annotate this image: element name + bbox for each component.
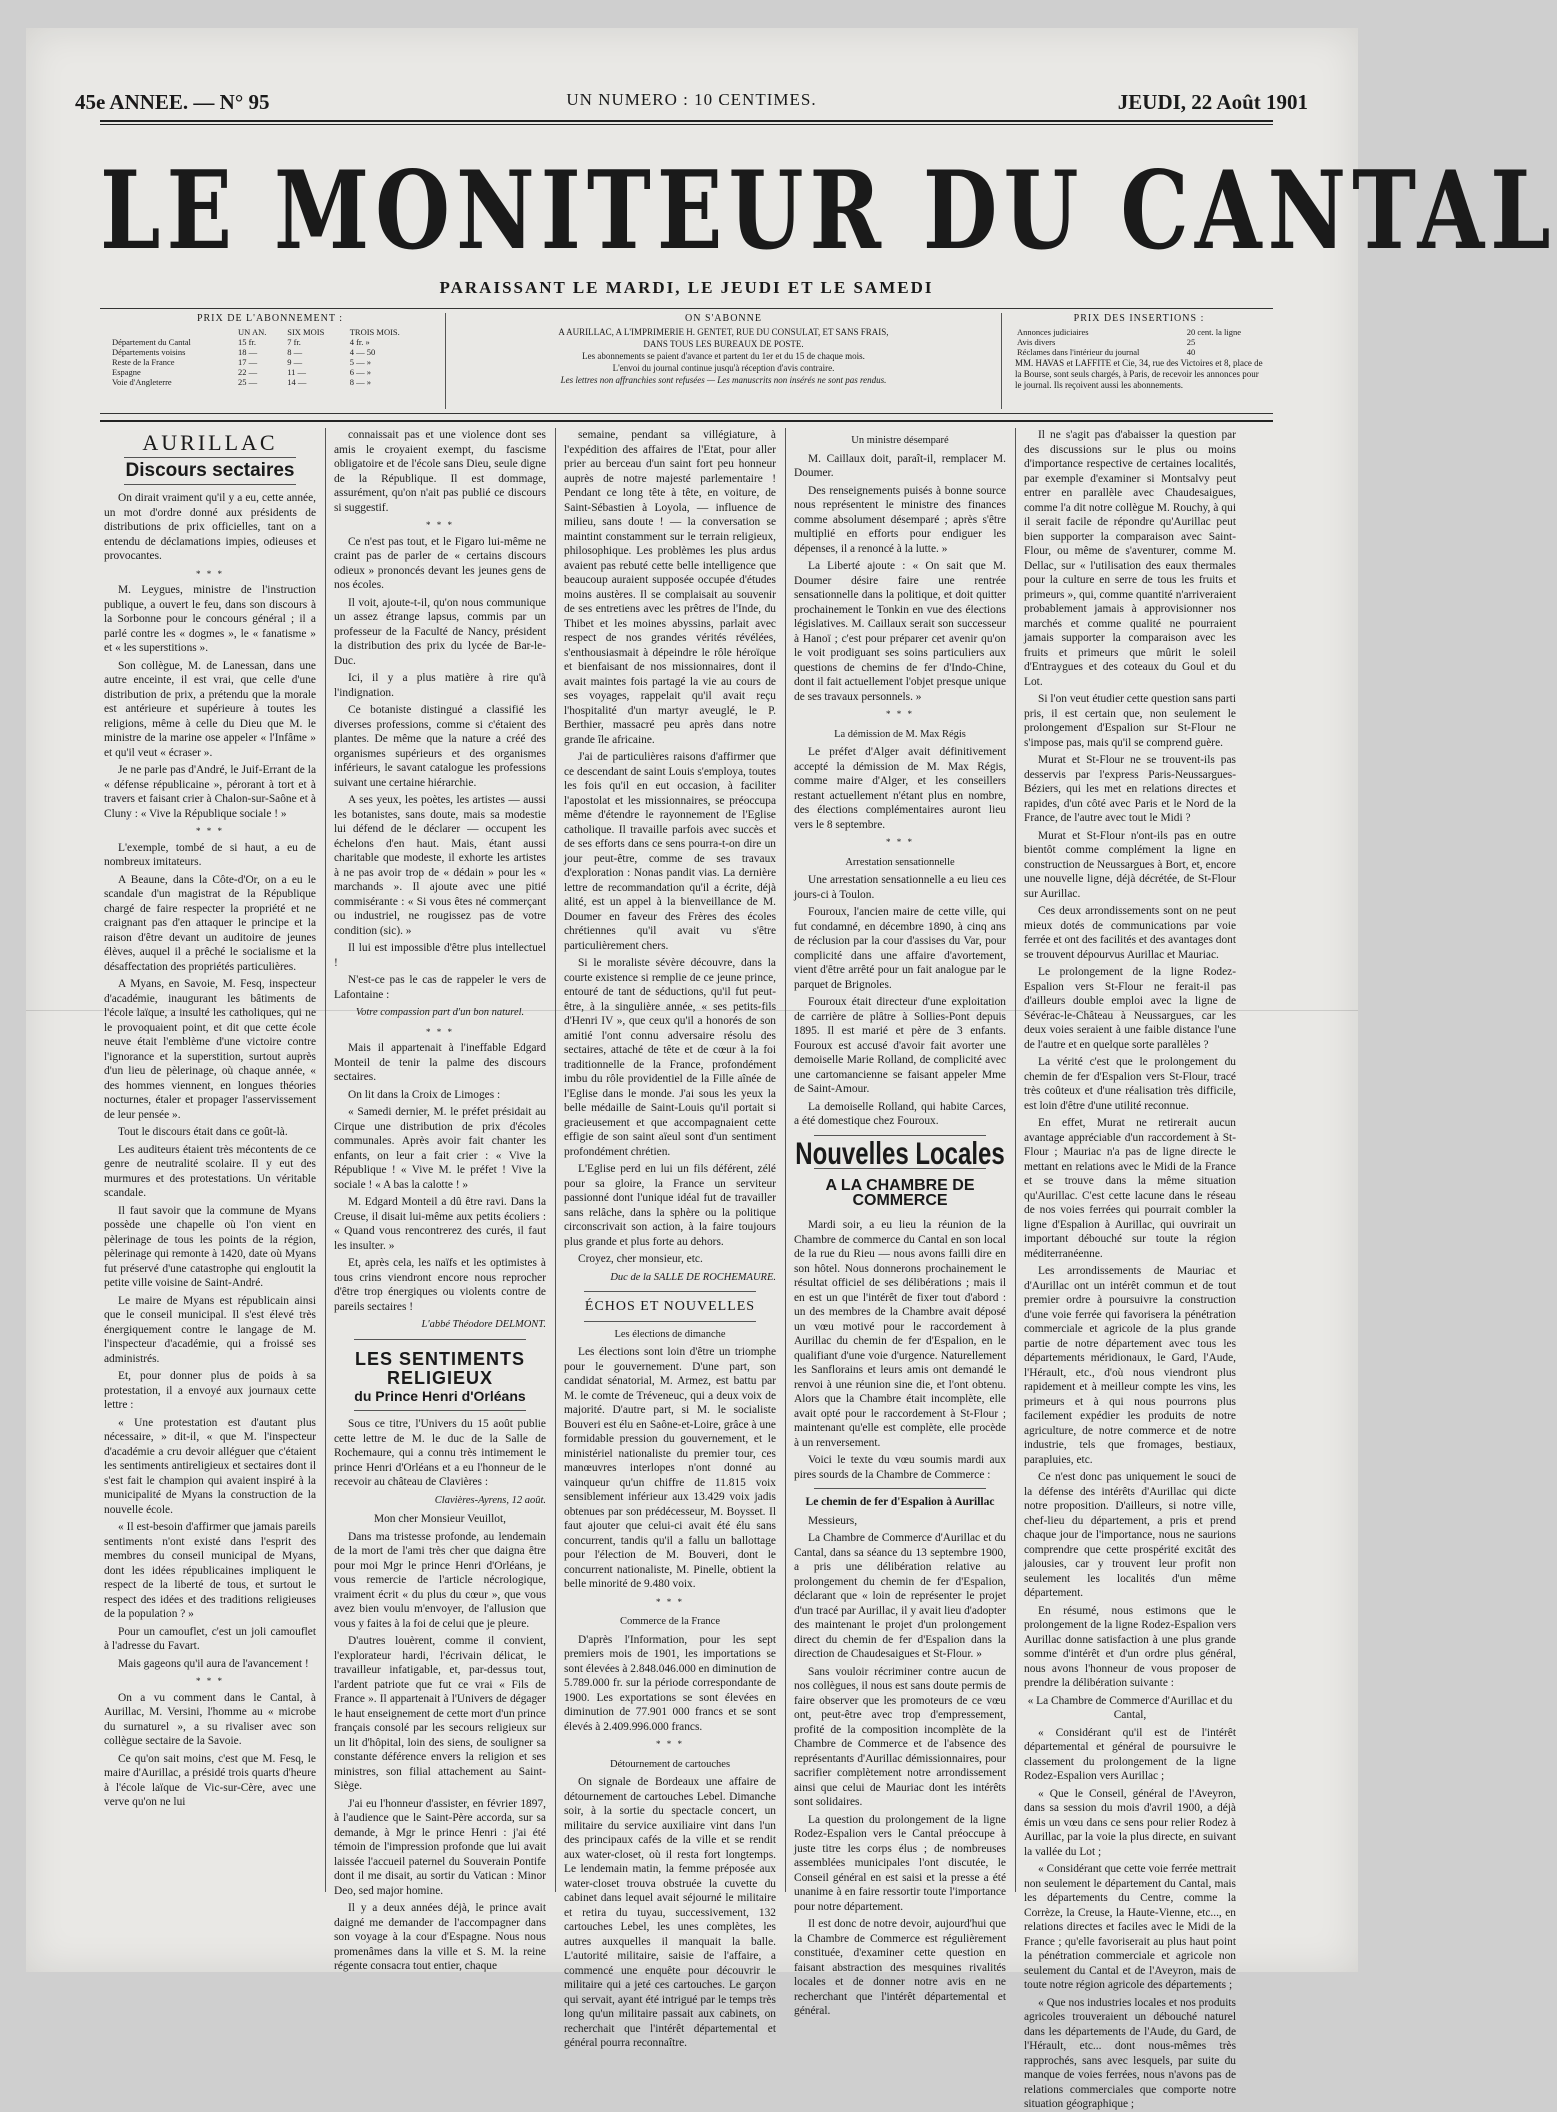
table-row: Annonces judiciaires 20 cent. la ligne bbox=[1017, 327, 1241, 337]
divider bbox=[124, 484, 296, 485]
paragraph: Ce n'est pas tout, et le Figaro lui-même ne craint pas de parler de « certains discours odieux » prononcés devant les jeunes gens de nos écoles. bbox=[334, 535, 546, 591]
paragraph: Son collègue, M. de Lanessan, dans une autre enceinte, il est vrai, que celle d'une distribution de prix, a prétendu que la morale est antérieure et supérieure à toutes les religions, même à celle du Dieu que M. le ministre de la marine ose appeler « l'Infâme » et qu'il veut « écraser ». bbox=[104, 659, 316, 759]
paragraph: Fouroux, l'ancien maire de cette ville, qui fut condamné, en décembre 1890, à cinq ans de réclusion par la cour d'assises du Var, pour complicité dans une affaire d'avortement, vient d'être arrêté pour un fait analogue par le parquet de Brignoles. bbox=[794, 906, 1006, 991]
paragraph: connaissait pas et une violence dont ses amis le croyaient exempt, du fascisme obligatoire et de l'école sans Dieu, seule digne de la République. Il est dommage, assurément, qu'on n'ait pas publié ce discours si suggestif. bbox=[334, 429, 546, 514]
paragraph: N'est-ce pas le cas de rappeler le vers de Lafontaine : bbox=[334, 974, 546, 1001]
paragraph: Mais gageons qu'il aura de l'avancement ! bbox=[118, 1657, 309, 1670]
column-divider bbox=[555, 428, 556, 1892]
article-title bbox=[334, 1350, 546, 1405]
paragraph: « Que nos industries locales et nos produits agricoles trouveraient un débouché naturel dans les départements de l'Aude, du Gard, de l'Hérault, etc... dont nous-mêmes très rapprochés, sans avec lesquels, par suite du manque de voies ferrées, nous n'avons pas de relations commerciales que comporte notre situation géographique ; bbox=[1024, 1996, 1236, 2110]
column-divider bbox=[785, 428, 786, 1892]
masthead-rule-thin bbox=[100, 124, 1273, 125]
paragraph: On a vu comment dans le Cantal, à Aurillac, M. Versini, l'homme au « microbe du surnaturel », a su rivaliser avec son collègue sectaire de la Savoie. bbox=[104, 1691, 316, 1747]
paragraph: Croyez, cher monsieur, etc. bbox=[578, 1253, 703, 1265]
column-3 bbox=[564, 428, 776, 2049]
issue-price: UN NUMERO : 10 CENTIMES. bbox=[566, 90, 817, 109]
asterism: * * * bbox=[196, 826, 224, 836]
paragraph: Le préfet d'Alger avait définitivement accepté la démission de M. Max Régis, comme maire d'Alger, et les conseillers restant actuellement n'étant plus en nombre, des élections complémentaires auront lieu vers le 8 septembre. bbox=[794, 746, 1006, 831]
divider bbox=[124, 457, 296, 458]
divider bbox=[814, 1488, 986, 1489]
column-divider bbox=[1015, 428, 1016, 1892]
paragraph: Il faut savoir que la commune de Myans possède une chapelle où l'on vient en pèlerinage de tous les points de la région, pèlerinage qui remonte à 1420, date où Myans fut préservé d'une catastrophe qui engloutit la petite ville voisine de Saint-André. bbox=[104, 1204, 316, 1289]
author-signature: L'abbé Théodore DELMONT. bbox=[421, 1319, 546, 1330]
paragraph: La Chambre de Commerce d'Aurillac et du Cantal, dans sa séance du 13 septembre 1900, a pris une délibération relative au prolongement du chemin de fer d'Espalion, déclarant que « loin de représenter le projet d'un tracé par Aurillac, il y avait lieu d'adopter des maintenant le projet d'un prolongement direct du chemin de fer d'Espalion dans la direction de Chaudesaigues et St-Flour. » bbox=[794, 1532, 1006, 1660]
paragraph: Si le moraliste sévère découvre, dans la courte existence si remplie de ce jeune prince, entouré de tant de séductions, qu'il fut peut-être, à la singulière année, « ses petits-fils d'Henri IV », que ceux qu'il a honorés de son amitié l'ont connu adversaire résolu des sectaires, attaché de tête et de cœur à la foi traditionnelle de la France, profondément imbu du rôle providentiel de la Fille aînée de l'Eglise dans le monde. J'ai sous les yeux la belle médaille de Saint-Louis qu'il portait si gracieusement et que accompagnaient cette effigie de son saint aïeul sont d'un sentiment profondément chrétien. bbox=[564, 957, 776, 1158]
paragraph: Et, pour donner plus de poids à sa protestation, il a envoyé aux journaux cette lettre : bbox=[104, 1370, 316, 1411]
divider bbox=[814, 1135, 986, 1136]
paragraph: A ses yeux, les poètes, les artistes — aussi les botanistes, sans doute, mais sa modestie lui défend de le déclarer — occupent les échelons d'en haut. Mais, étant aussi charitable que modeste, il exhorte les artistes à ne pas avoir trop de « dédain » pour les « marchands ». Il ajoute avec une pitié commisérante : « Si vous êtes né commerçant ou industriel, ne rougissez pas de votre condition (sic). » bbox=[334, 794, 546, 937]
article-title: Discours sectaires bbox=[125, 459, 295, 481]
table-row: Voie d'Angleterre 25 — 14 — 8 — » bbox=[112, 377, 371, 387]
paragraph: On lit dans la Croix de Limoges : bbox=[348, 1088, 501, 1101]
paragraph: Et, après cela, les naïfs et les optimistes à tous crins viendront encore nous reprocher d'être trop énergiques ou violents contre de pareils sectaires ! bbox=[334, 1257, 546, 1313]
paragraph: Ce botaniste distingué a classifié les diverses professions, comme si c'étaient des plantes. De même que la nature a créé des organismes supérieurs et des organismes inférieurs, le savant catalogue les professions suivant une certaine hiérarchie. bbox=[334, 704, 546, 789]
column-4 bbox=[794, 428, 1006, 2017]
paragraph: « Une protestation est d'autant plus nécessaire, » dit-il, « que M. l'inspecteur d'académie a cru devoir alléguer que c'étaient les sentiments antireligieux et sectaires dont il s'est fait le champion qui avaient inspiré à la municipalité de Myans la construction de la nouvelle école. bbox=[104, 1416, 316, 1516]
paragraph: semaine, pendant sa villégiature, à l'expédition des affaires de l'Etat, pour aller prier au berceau d'un saint fort peu honneur auprès de notre majesté parlementaire ! Pendant ce long tête à tête, en voiture, de Saint-Sébastien à Loyola, — influence de milieu, sans doute ! — la conversation se maintint constamment sur le terrain religieux, philosophique. Les problèmes les plus ardus avaient pas rebuté cette belle intelligence que beaucoup auraient supposée occupée d'études moins austères. Il se complaisait au souvenir de ses entretiens avec les prêtres de l'Inde, du Thibet et les moines abyssins, parlait avec respect de nos grandes vérités révélées, s'enthousiasmait à dépeindre le rôle héroïque et bienfaisant de nos missionnaires, dont il avait maintes fois partagé la vie au cours de ses voyages, rappelait qu'il avait reçu l'hospitalité d'un martyr aveuglé, le P. Berthier, massacré peu après dans notre grande île africaine. bbox=[564, 429, 776, 746]
paragraph: La demoiselle Rolland, qui habite Carces, a été domestique chez Fouroux. bbox=[794, 1100, 1006, 1127]
paragraph: « Considérant que cette voie ferrée mettrait non seulement le département du Cantal, mais les départements du Centre, comme la Corrèze, la Creuse, la Haute-Vienne, etc..., en relations directes et faciles avec le Midi de la France ; qu'elle favoriserait au plus haut point la pénétration commerciale et agricole non seulement du Cantal et de l'Aveyron, mais de toute notre région agricole des départements ; bbox=[1024, 1863, 1236, 1991]
divider bbox=[584, 1291, 756, 1292]
subscription-prices-title: PRIX DE L'ABONNEMENT : bbox=[196, 313, 344, 324]
paragraph: Des renseignements puisés à bonne source nous représentent le ministre des finances comme absolument désemparé ; après s'être multiplié en efforts pour endiguer les dépenses, il a renoncé à la lutte. » bbox=[794, 484, 1006, 555]
paragraph: Si l'on veut étudier cette question sans parti pris, il est certain que, non seulement le prolongement d'Espalion sur St-Flour ne s'impose pas, mais qu'il se comprend guère. bbox=[1024, 693, 1236, 749]
paragraph: J'ai de particulières raisons d'affirmer que ce descendant de saint Louis s'employa, toutes les fois qu'il en eut occasion, à faciliter l'apostolat et les missionnaires, se préoccupa même d'étendre le rayonnement de l'Eglise catholique. Il travaille parfois avec succès et de ses efforts dans ce sens pourra-t-on dire un jour peut-être, comme de ses travaux d'exploration : Nonas pandit vias. La dernière lettre de recommandation qu'il a écrite, déjà alité, est un appel à la bienveillance de M. Doumer en faveur des Frères des écoles chrétiennes qu'il avait vu s'être particulièrement chers. bbox=[564, 751, 776, 952]
section-title: ÉCHOS ET NOUVELLES bbox=[584, 1299, 756, 1314]
paragraph: Ce qu'on sait moins, c'est que M. Fesq, le maire d'Aurillac, a présidé trois quarts d'heure à l'école laïque de Vic-sur-Cère, avec une verve qu'on ne lui bbox=[104, 1752, 316, 1808]
subscription-info-band bbox=[100, 308, 1273, 414]
paragraph: Ces deux arrondissements sont on ne peut mieux dotés de communications par voie ferrée et ont des facilités et des avantages dont se trouvent dépourvus Aurillac et Mauriac. bbox=[1024, 905, 1236, 961]
paragraph: En effet, Murat ne retirerait aucun avantage appréciable d'un raccordement à St-Flour ; Mauriac n'a pas de ligne directe le mettant en relations avec le Midi de la France et se trouve dans la même situation qu'Aurillac. C'est cette lacune dans le réseau de nos voies ferrées qui pourrait combler la ligne d'Espalion à Aurillac, qui ouvrirait un important débouché sur toute la région méditerranéenne. bbox=[1024, 1117, 1236, 1260]
insertion-prices-table bbox=[1015, 327, 1263, 357]
paragraph: Il lui est impossible d'être plus intellectuel ! bbox=[334, 942, 546, 969]
paragraph: « Considérant qu'il est de l'intérêt départemental et général de poursuivre le classement du prolongement de la ligne Rodez-Espalion vers Aurillac ; bbox=[1024, 1726, 1236, 1782]
item-title: Le chemin de fer d'Espalion à Aurillac bbox=[805, 1496, 995, 1508]
paragraph: Il ne s'agit pas d'abaisser la question par des discussions sur le plus ou moins d'importance respective de certaines localités, par exemple d'examiner si Montsalvy peut entrer en parallèle avec Chaudesaigues, comme l'a dit notre collègue M. Rouchy, à qui il serait facile de répondre qu'Aurillac peut bien supporter la comparaison avec Saint-Flour, ou même de s'aventurer, comme M. Dellac, sur « l'utilisation des eaux thermales pour la culture en serre de tous les fruits et primeurs », qui, comme quantité n'arriveraient probablement jamais à approvisionner nos marchés et comme qualité ne pourraient jamais supporter la comparaison avec les fruits et primeurs que mûrit le soleil d'Entraygues et des coteaux du Goul et du Lot. bbox=[1024, 429, 1236, 688]
asterism: * * * bbox=[196, 568, 224, 579]
paragraph: « Il est-besoin d'affirmer que jamais pareils sentiments n'ont existé dans l'esprit des membres du conseil municipal de Myans, dont les idées républicaines impliquent le respect de la liberté de tous, et surtout le respect des idées et des traditions religieuses de la population ? » bbox=[104, 1521, 316, 1620]
newspaper-subtitle: PARAISSANT LE MARDI, LE JEUDI ET LE SAMEDI bbox=[439, 278, 934, 297]
table-row: Département du Cantal 15 fr. 7 fr. 4 fr. » bbox=[112, 337, 370, 347]
paragraph: Mardi soir, a eu lieu la réunion de la Chambre de commerce du Cantal en son local de la rue du Rieu — nous avons failli dire en son hôtel. Nous donnerons prochainement le résultat officiel de ses délibérations ; mais il en est un que l'intérêt de fixer tout d'abord : un des membres de la Chambre avait déposé un vœu motivé pour le raccordement à Aurillac du chemin de fer d'Espalion, en le qualifiant d'une voie d'urgence. Naturellement les Sanflorains et leurs amis ont demandé le renvoi à une réunion sine die, et l'ont obtenu. Alors que la Chambre était incomplète, elle avait opté pour le raccordement à St-Flour ; maintenant qu'elle est complète, elle procède à un renversement. bbox=[794, 1219, 1006, 1449]
asterism: * * * bbox=[196, 1676, 224, 1686]
paragraph: Ici, il y a plus matière à rire qu'à l'indignation. bbox=[334, 672, 546, 699]
asterism: * * * bbox=[656, 1596, 684, 1607]
letter-dateline: Clavières-Ayrens, 12 août. bbox=[434, 1494, 546, 1506]
paragraph: Il y a deux années déjà, le prince avait daigné me demander de l'accompagner dans son voyage à la cour d'Espagne. Nous nous promenâmes dans la ville et S. M. la reine régente consacra tout entier, chaque bbox=[334, 1902, 546, 1973]
paragraph: En résumé, nous estimons que le prolongement de la ligne Rodez-Espalion vers Aurillac donne satisfaction à une plus grande somme d'intérêt et d'un ordre plus général, nous avons l'honneur de vous proposer de prendre la délibération suivante : bbox=[1024, 1604, 1236, 1689]
quoted-verse: Votre compassion part d'un bon naturel. bbox=[355, 1007, 525, 1018]
column-5 bbox=[1024, 428, 1236, 2110]
column-1 bbox=[104, 428, 316, 1892]
masthead-top-line bbox=[75, 90, 1308, 114]
section-title: Nouvelles Locales bbox=[795, 1136, 1005, 1172]
paragraph: Murat et St-Flour n'ont-ils pas en outre bientôt comme complément la ligne en construction de Neussargues à Bort, et, encore une nouvelle ligne, déjà décrétée, de St-Flour sur Aurillac. bbox=[1024, 829, 1236, 900]
asterism: * * * bbox=[886, 837, 914, 847]
column-divider bbox=[325, 428, 326, 1892]
paragraph: On signale de Bordeaux une affaire de détournement de cartouches Lebel. Dimanche soir, à la sortie du spectacle concert, un militaire du service auxiliaire vint dans l'un des principaux cafés de la ville et se rendit aux water-closet, où il resta fort longtemps. Le lendemain matin, la femme préposée aux water-closet trouva obstruée la cuvette du cabinet dans lequel avait séjourné le militaire et retira du tuyau, successivement, 132 cartouches Lebel, les unes complètes, les autres auxquelles il manquait la balle. L'autorité militaire, saisie de l'affaire, a commencé une enquête pour découvrir le militaire qui a jeté ces cartouches. Le garçon qui servait, ayant été intrigué par le temps très long qu'un militaire passait aux cabinets, on recherchait que l'intérêt départemental et général pourra reconnaître. bbox=[564, 1776, 776, 2049]
insertion-prices bbox=[1015, 313, 1263, 409]
paragraph: Il est donc de notre devoir, aujourd'hui que la Chambre de Commerce est régulièrement constituée, d'examiner cette question en faisant abstraction des mesquines rivalités locales et de donner notre avis en ne recherchant que l'intérêt départemental et général. bbox=[794, 1918, 1006, 2017]
paragraph: Mais il appartenait à l'ineffable Edgard Monteil de tenir la palme des discours sectaires. bbox=[334, 1042, 546, 1083]
paragraph: D'autres louèrent, comme il convient, l'explorateur hardi, l'écrivain délicat, le travailleur infatigable, et, par-dessus tout, l'ardent patriote que fut ce vrai « Fils de France ». Il appartenait à l'Univers de dégager le haut enseignement de cette mort d'un prince français consolé par les secours religieux sur un lit d'hôpital, loin des siens, de souligner sa constante déférence envers la religion et ses ministres, son filial attachement au Saint-Siège. bbox=[334, 1635, 546, 1793]
paragraph: M. Leygues, ministre de l'instruction publique, a ouvert le feu, dans son discours à la Sorbonne pour le concours général ; il a parlé contre les « dogmes », le « fanatisme » et « les superstitions ». bbox=[104, 584, 316, 654]
paragraph: Je ne parle pas d'André, le Juif-Errant de la « défense républicaine », pérorant à tort et à travers et faisant crier à Chalon-sur-Saône et à Cluny : « Vive la République sociale ! » bbox=[104, 764, 316, 820]
item-title: Commerce de la France bbox=[620, 1616, 720, 1627]
paragraph: La Liberté ajoute : « On sait que M. Doumer désire faire une rentrée sensationnelle dans la politique, et doit quitter prochainement le Tonkin en vue des élections législatives. M. Caillaux serait son successeur à Hanoï ; c'est pour préparer cet avenir qu'on le voit prodiguant ses soins particuliers aux questions de chemins de fer d'Indo-Chine, dont il fait actuellement l'objet presque unique de ses travaux personnels. » bbox=[794, 560, 1006, 703]
paragraph: Murat et St-Flour ne se trouvent-ils pas desservis par l'express Paris-Neussargues-Béziers, qui les met en relations directes et rapides, d'un côté avec Paris et le Nord de la France, de l'autre avec tout le Midi ? bbox=[1024, 754, 1236, 824]
paragraph: D'après l'Information, pour les sept premiers mois de 1901, les importations se sont élevées à 2.848.046.000 en diminution de 5.789.000 fr. sur la période correspondante de 1900. Les exportations se sont élevées en diminution de 77.901 000 francs et se sont élevés à 2.409.996.000 francs. bbox=[564, 1633, 776, 1733]
article-title: A LA CHAMBRE DE COMMERCE bbox=[825, 1177, 975, 1209]
paragraph: « Samedi dernier, M. le préfet présidait au Cirque une distribution de prix d'écoles communales. Après avoir fait chanter les enfants, on leur a fait crier : « Vive la République ! « Vive M. le préfet ! Vive la sociale ! « A bas la calotte ! » bbox=[334, 1106, 546, 1191]
paragraph: Fouroux était directeur d'une exploitation de carrière de plâtre à Sollies-Pont depuis 1895. Il est marié et père de 3 enfants. Fouroux est accusé d'avoir fait avorter une demoiselle Marie Rolland, de complicité avec une cartomancienne se faisant appeler Mme de Saint-Amour. bbox=[794, 996, 1006, 1095]
newspaper-title: LE MONITEUR DU CANTAL bbox=[100, 148, 1557, 275]
paragraph: A Myans, en Savoie, M. Fesq, inspecteur d'académie, inaugurant les bâtiments de l'école laïque, a insulté les catholiques, qui ne le provoquaient point, et dit que cette école neuve était l'emblème d'une victoire contre l'ignorance et la superstition, surtout auprès d'un lieu de pèlerinage, où chaque année, « des hommes viennent, en longues théories nocturnes, étaler et propager l'asservissement de leur pensée ». bbox=[104, 978, 316, 1121]
paragraph: « La Chambre de Commerce d'Aurillac et du Cantal, bbox=[1027, 1694, 1233, 1721]
paragraph: Les auditeurs étaient très mécontents de ce genre de neutralité scolaire. Il y eut des murmures et des protestations. Un véritable scandale. bbox=[104, 1143, 316, 1199]
paragraph: Les élections sont loin d'être un triomphe pour le gouvernement. D'une part, son candidat sénatorial, M. Armez, est battu par M. le comte de Tréveneuc, qui a deux voix de majorité. D'autre part, si M. le socialiste Bouveri est élu en Saône-et-Loire, grâce à une formidable pression du gouvernement, et le ministériel nationaliste du premier tour, ces manœuvres interlopes n'ont donné au vainqueur qu'un chiffre de 11.815 voix sensiblement inférieur aux 13.429 voix jadis obtenues par son prédécesseur, M. Boysset. Il faut ajouter que celui-ci avait été élu sans concurrent, tandis qu'il a fallu un ballottage pour l'élection de M. Bouveri, dont le concurrent nationaliste, M. Pinelle, obtient la belle minorité de 9.480 voix. bbox=[564, 1346, 776, 1590]
paragraph: Voici le texte du vœu soumis mardi aux pires sourds de la Chambre de Commerce : bbox=[794, 1454, 1006, 1481]
item-title: Les élections de dimanche bbox=[614, 1328, 726, 1340]
section-rubric: AURILLAC bbox=[142, 430, 278, 455]
table-row: Avis divers 25 bbox=[1017, 337, 1196, 347]
issue-date: JEUDI, 22 Août 1901 bbox=[1117, 90, 1308, 114]
asterism: * * * bbox=[656, 1739, 684, 1749]
paragraph: Les arrondissements de Mauriac et d'Aurillac ont un intérêt commun et de tout premier ordre à poursuivre la construction d'une voie ferrée qui favorisera la pénétration commerciale et agricole de la plus grande partie de notre département avec tous les départements méridionaux, le Gard, l'Aude, l'Hérault, etc., d'où nous viendront plus rapidement et à meilleur compte les vins, les primeurs et à qui nous pourrons plus facilement expédier les produits de notre agriculture, de notre commerce et de notre industrie, tels que fromages, bestiaux, parapluies, etc. bbox=[1024, 1265, 1236, 1466]
insertion-note: MM. HAVAS et LAFFITE et Cie, 34, rue des Victoires et 8, place de la Bourse, sont seuls chargés, à Paris, de recevoir les annonces pour le journal. Ils reçoivent aussi les abonnements. bbox=[1015, 358, 1263, 390]
paragraph: La question du prolongement de la ligne Rodez-Espalion vers le Cantal préoccupe à juste titre les corps élus ; de nombreuses assemblées municipales l'ont discutée, le Conseil général en est saisi et la presse a été unanime à en faire ressortir toute l'importance pour notre département. bbox=[794, 1813, 1006, 1913]
paragraph: Tout le discours était dans ce goût-là. bbox=[118, 1126, 288, 1138]
letter-salutation: Mon cher Monsieur Veuillot, bbox=[373, 1513, 507, 1526]
divider bbox=[354, 1339, 526, 1340]
paragraph: La vérité c'est que le prolongement du chemin de fer d'Espalion vers St-Flour, tracé très coûteux et d'une réalisation très difficile, est loin d'être d'une utilité reconnue. bbox=[1024, 1056, 1236, 1112]
table-row: Départements voisins 18 — 8 — 4 — 50 bbox=[112, 347, 376, 357]
table-row: Reste de la France 17 — 9 — 5 — » bbox=[112, 357, 371, 367]
masthead-rule bbox=[100, 120, 1273, 122]
item-title: La démission de M. Max Régis bbox=[834, 728, 966, 740]
divider bbox=[584, 1321, 756, 1322]
table-row: Réclames dans l'intérieur du journal 40 bbox=[1017, 347, 1196, 357]
paragraph: Sous ce titre, l'Univers du 15 août publie cette lettre de M. le duc de la Salle de Rochemaure, qui a connu très intimement le prince Henri d'Orléans et a eu l'honneur de le recevoir au château de Clavières : bbox=[334, 1418, 546, 1489]
table-row: Espagne 22 — 11 — 6 — » bbox=[112, 367, 371, 377]
paragraph: On dirait vraiment qu'il y a eu, cette année, un mot d'ordre donné aux présidents de distributions de prix officielles, tant on a entendu de déclamations impies, odieuses et provocantes. bbox=[104, 492, 316, 562]
insertion-prices-title: PRIX DES INSERTIONS : bbox=[1073, 313, 1205, 324]
paragraph: Dans ma tristesse profonde, au lendemain de la mort de l'ami très cher que daigna être pour moi Mgr le prince Henri d'Orléans, je vous remercie de l'article nécrologique, vraiment écrit « du plus du cœur », que vous avez bien voulu m'envoyer, de l'allusion que vous y faites à la foi de celui que je pleure. bbox=[334, 1530, 546, 1630]
table-header-row: UN AN. SIX MOIS TROIS MOIS. bbox=[238, 327, 400, 337]
author-signature: Duc de la SALLE DE ROCHEMAURE. bbox=[610, 1271, 776, 1283]
subscribe-title: ON S'ABONNE bbox=[685, 313, 762, 324]
paragraph: M. Caillaux doit, paraît-il, remplacer M. Doumer. bbox=[794, 452, 1006, 479]
divider bbox=[354, 1410, 526, 1411]
paragraph: « Que le Conseil, général de l'Aveyron, dans sa session du mois d'avril 1900, a déjà émis un vœu dans ce sens pour relier Rodez à Aurillac, par la voie la plus directe, en suivant la vallée du Lot ; bbox=[1024, 1787, 1236, 1858]
issue-number: 45e ANNEE. — N° 95 bbox=[75, 90, 270, 114]
paragraph: J'ai eu l'honneur d'assister, en février 1897, à l'audience que le Saint-Père accorda, sur sa demande, à Mgr le prince Henri : j'ai été témoin de l'impression profonde que lui avait laissée l'accueil paternel du Souverain Pontife dont il me disait, au sortir du Vatican : Minor Deo, sed major homine. bbox=[334, 1797, 546, 1897]
paragraph: Sans vouloir récriminer contre aucun de nos collègues, il nous est sans doute permis de faire observer que les promoteurs de ce vœu ont, peut-être avec trop d'empressement, profité de la composition incomplète de la Chambre de Commerce et de l'absence des représentants d'Aurillac démissionnaires, pour sacrifier complètement notre arrondissement ainsi que celui de Mauriac dont les intérêts sont solidaires. bbox=[794, 1665, 1006, 1808]
column-2 bbox=[334, 428, 546, 1973]
paragraph: M. Edgard Monteil a dû être ravi. Dans la Creuse, il disait lui-même aux petits écoliers : « Quand vous rencontrerez des curés, il faut les insulter. » bbox=[334, 1196, 546, 1252]
subscribe-info: ON S'ABONNE A AURILLAC, A L'IMPRIMERIE H. GENTET, RUE DU CONSULAT, ET SANS FRAIS, DANS TOUS LES BUREAUX DE POSTE. Les abonnements se paient d'avance et partent du 1er et du 15 de chaque mois. L'envoi du journal continue jusqu'à réception d'avis contraire. Les lettres non affranchies sont refusées — Les manuscrits non insérés ne sont pas rendus. bbox=[445, 313, 1002, 409]
asterism: * * * bbox=[426, 1026, 454, 1037]
paragraph: Une arrestation sensationnelle a eu lieu ces jours-ci à Toulon. bbox=[794, 874, 1006, 901]
article-title-line-1: LES SENTIMENTS RELIGIEUX bbox=[354, 1348, 525, 1389]
item-title: Arrestation sensationnelle bbox=[845, 856, 955, 868]
asterism: * * * bbox=[886, 709, 914, 719]
paragraph: Ce n'est donc pas uniquement le souci de la défense des intérêts d'Aurillac qui dicte notre proposition. D'ailleurs, si notre ville, chef-lieu du département, a pris et prend chaque jour de l'importance, nous ne saurions comprendre que cette prospérité excitât des jalousies, car y trouvent leur profit non seulement les localités d'un même département. bbox=[1024, 1471, 1236, 1599]
paragraph: L'Eglise perd en lui un fils déférent, zélé pour sa gloire, la France un serviteur passionné dont l'unique idéal fut de travailler sans relâche, dans la sphère ou la politique circonscrivait son action, à la faire toujours plus grande et plus forte au dehors. bbox=[564, 1163, 776, 1248]
paragraph: A Beaune, dans la Côte-d'Or, on a eu le scandale d'un magistrat de la République chargé de faire respecter la propriété et ne craignant pas d'en attaquer le principe et la raison d'être devant un auditoire de jeunes élèves, auquel il a prêché le socialisme et la désaffectation des propriétés particulières. bbox=[104, 873, 316, 973]
paragraph: Messieurs, bbox=[808, 1514, 858, 1527]
paragraph: Il voit, ajoute-t-il, qu'on nous communique un assez étrange lapsus, commis par un professeur de la Faculté de Nancy, président la distribution des prix du lycée de Bar-le-Duc. bbox=[334, 596, 546, 667]
paragraph: L'exemple, tombé de si haut, a eu de nombreux imitateurs. bbox=[104, 841, 316, 868]
asterism: * * * bbox=[426, 520, 454, 530]
article-columns bbox=[100, 420, 1273, 2110]
item-title: Détournement de cartouches bbox=[609, 1758, 731, 1770]
subscription-prices-table bbox=[110, 327, 430, 387]
item-title: Un ministre désemparé bbox=[851, 435, 949, 446]
paragraph: Le maire de Myans est républicain ainsi que le conseil municipal. Il s'est élevé très énergiquement contre le langage de M. l'inspecteur d'académie, qui a froissé ses administrés. bbox=[104, 1294, 316, 1365]
paragraph: Pour un camouflet, c'est un joli camouflet à l'adresse du Favart. bbox=[104, 1625, 316, 1652]
article-title-line-2: du Prince Henri d'Orléans bbox=[354, 1388, 526, 1405]
paragraph: Le prolongement de la ligne Rodez-Espalion vers St-Flour ne ferait-il pas d'ailleurs double emploi avec la ligne de Sévérac-le-Château à Neussargues, car les deux voies seraient à une faible distance l'une de l'autre et en quelque sorte parallèles ? bbox=[1024, 966, 1236, 1051]
subscription-prices bbox=[110, 313, 430, 409]
